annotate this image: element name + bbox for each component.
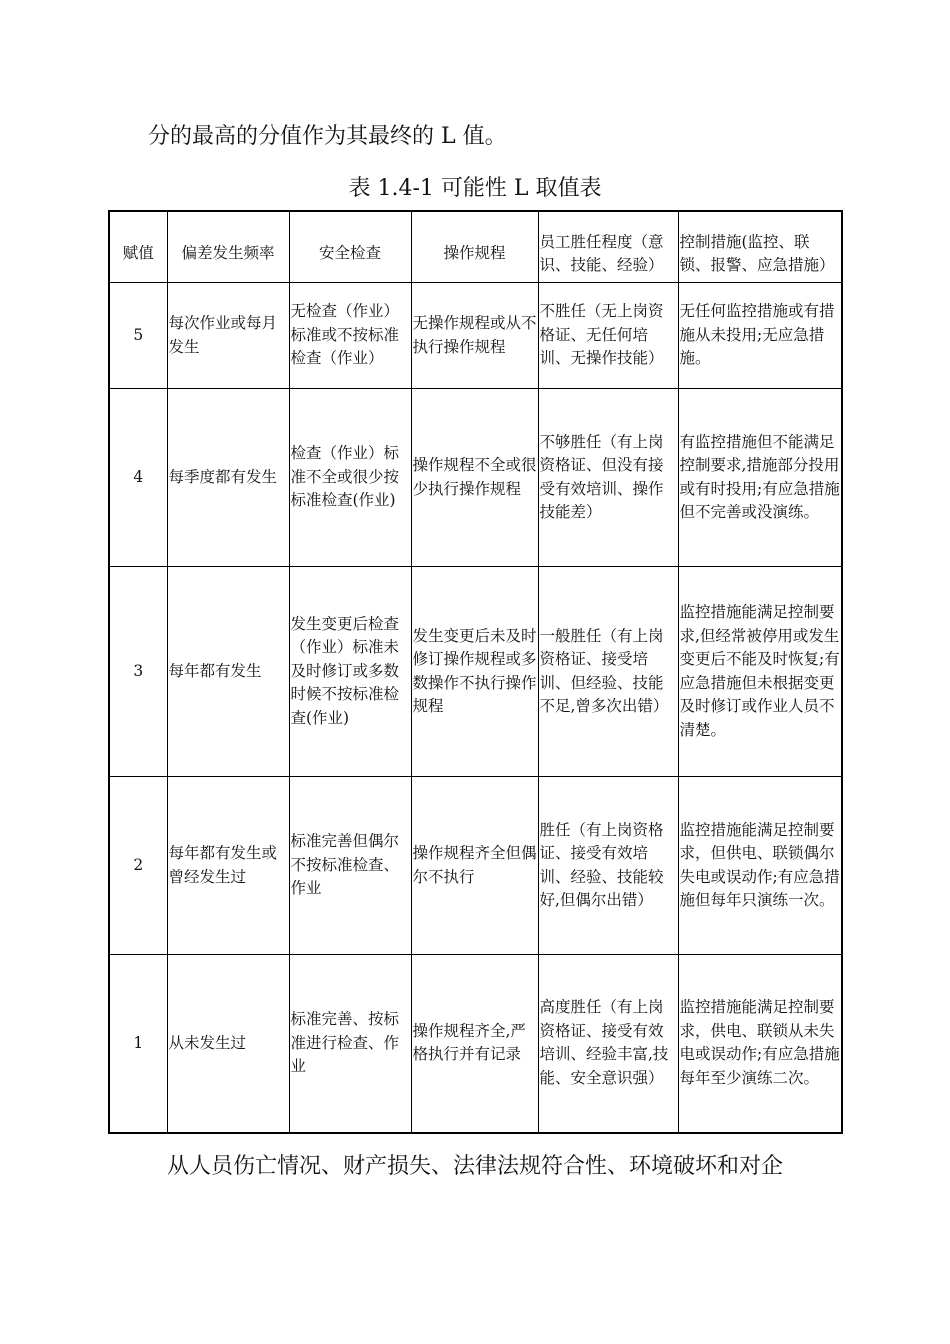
competence-cell: 不够胜任（有上岗资格证、但没有接受有效培训、操作技能差）	[538, 389, 678, 567]
competence-cell: 高度胜任（有上岗资格证、接受有效培训、经验丰富,技能、安全意识强）	[538, 955, 678, 1133]
frequency-cell: 每年都有发生或曾经发生过	[167, 777, 289, 955]
header-competence: 员工胜任程度（意识、技能、经验）	[538, 211, 678, 283]
score-cell: 2	[109, 777, 167, 955]
competence-cell: 一般胜任（有上岗资格证、接受培训、但经验、技能不足,曾多次出错）	[538, 567, 678, 777]
inspection-cell: 发生变更后检查（作业）标准未及时修订或多数时候不按标准检查(作业)	[289, 567, 411, 777]
header-score: 赋值	[109, 211, 167, 283]
table-row	[109, 389, 842, 567]
inspection-cell: 标准完善但偶尔不按标准检查、作业	[289, 777, 411, 955]
procedure-cell: 操作规程不全或很少执行操作规程	[411, 389, 538, 567]
table-row	[109, 777, 842, 955]
procedure-cell: 无操作规程或从不执行操作规程	[411, 283, 538, 389]
frequency-cell: 每年都有发生	[167, 567, 289, 777]
body-text: 从人员伤亡情况、财产损失、法律法规符合性、环境破坏和对企	[166, 1154, 783, 1179]
frequency-cell: 每次作业或每月发生	[167, 283, 289, 389]
competence-cell: 胜任（有上岗资格证、接受有效培训、经验、技能较好,但偶尔出错）	[538, 777, 678, 955]
score-cell: 4	[109, 389, 167, 567]
table-row	[109, 567, 842, 777]
score-cell: 3	[109, 567, 167, 777]
procedure-cell: 操作规程齐全,严格执行并有记录	[411, 955, 538, 1133]
score-cell: 1	[109, 955, 167, 1133]
header-procedure: 操作规程	[411, 211, 538, 283]
header-frequency: 偏差发生频率	[167, 211, 289, 283]
frequency-cell: 每季度都有发生	[167, 389, 289, 567]
frequency-cell: 从未发生过	[167, 955, 289, 1133]
table-row	[109, 283, 842, 389]
control-cell: 监控措施能满足控制要求，供电、联锁从未失电或误动作;有应急措施每年至少演练二次。	[678, 955, 842, 1133]
table-header-row	[109, 211, 842, 283]
control-cell: 无任何监控措施或有措施从未投用;无应急措施。	[678, 283, 842, 389]
score-cell: 5	[109, 283, 167, 389]
inspection-cell: 无检查（作业）标准或不按标准检查（作业）	[289, 283, 411, 389]
procedure-cell: 操作规程齐全但偶尔不执行	[411, 777, 538, 955]
header-control: 控制措施(监控、联锁、报警、应急措施）	[678, 211, 842, 283]
header-inspection: 安全检查	[289, 211, 411, 283]
control-cell: 有监控措施但不能满足控制要求,措施部分投用或有时投用;有应急措施但不完善或没演练。	[678, 389, 842, 567]
likelihood-table	[108, 210, 843, 1134]
competence-cell: 不胜任（无上岗资格证、无任何培训、无操作技能）	[538, 283, 678, 389]
intro-text: 分的最高的分值作为其最终的 L 值。	[148, 124, 507, 149]
table-caption: 表 1.4-1 可能性 L 取值表	[348, 176, 602, 201]
control-cell: 监控措施能满足控制要求，但供电、联锁偶尔失电或误动作;有应急措施但每年只演练一次。	[678, 777, 842, 955]
inspection-cell: 检查（作业）标准不全或很少按标准检查(作业)	[289, 389, 411, 567]
procedure-cell: 发生变更后未及时修订操作规程或多数操作不执行操作规程	[411, 567, 538, 777]
table-row	[109, 955, 842, 1133]
inspection-cell: 标准完善、按标准进行检查、作业	[289, 955, 411, 1133]
control-cell: 监控措施能满足控制要求,但经常被停用或发生变更后不能及时恢复;有应急措施但未根据变更及时修订或作业人员不清楚。	[678, 567, 842, 777]
